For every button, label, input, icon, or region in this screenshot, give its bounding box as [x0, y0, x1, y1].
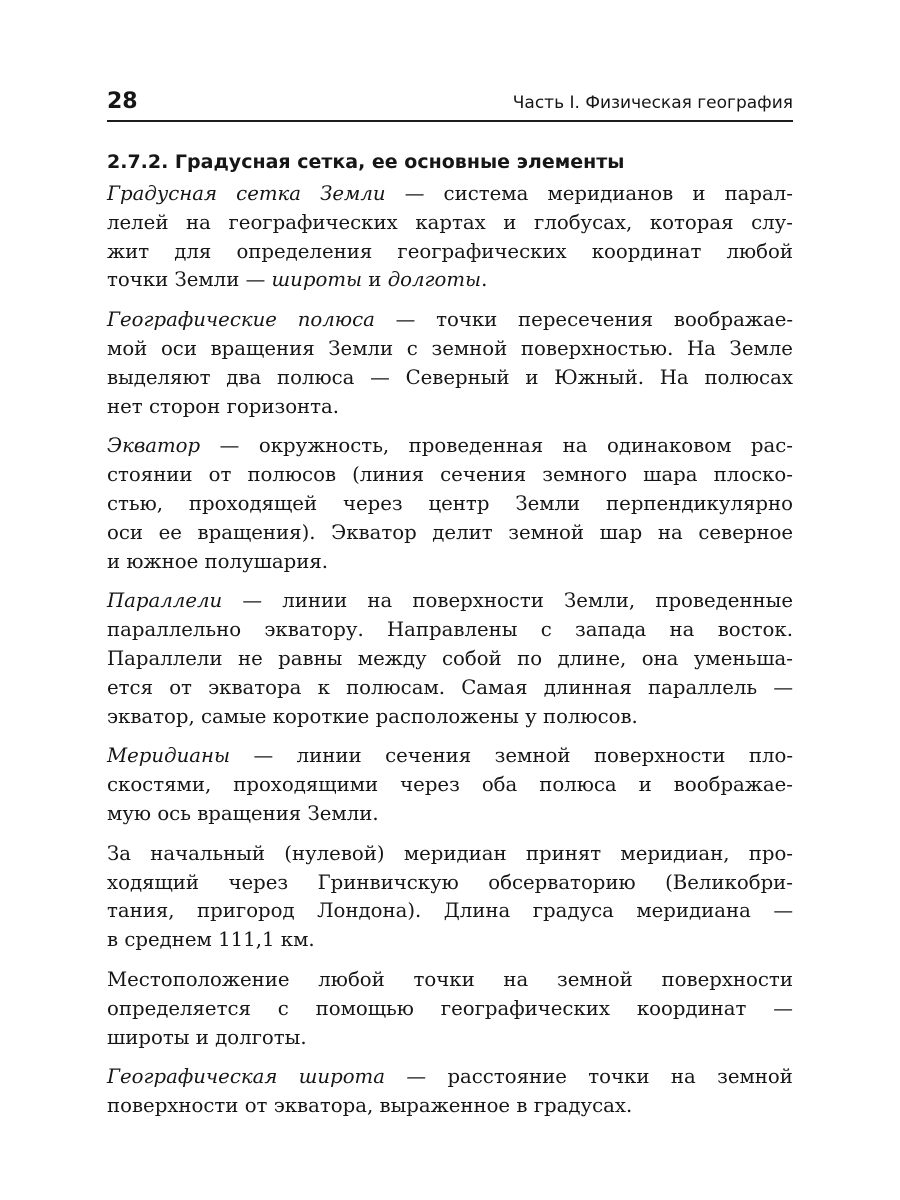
page-number: 28 — [107, 89, 138, 114]
word: вращения). — [197, 520, 316, 544]
word: градусах. — [533, 1094, 633, 1118]
word: южное — [126, 549, 199, 573]
word: широты — [107, 1025, 190, 1049]
word: За — [107, 841, 132, 865]
word: меридиан, — [620, 841, 730, 865]
word: шара — [643, 463, 698, 487]
text-line — [107, 364, 793, 393]
word: от — [169, 675, 192, 699]
text-line — [107, 393, 793, 422]
word: выделяют — [107, 365, 211, 389]
word: Земли — [328, 336, 394, 360]
word: шар — [599, 520, 643, 544]
word: Гринвичскую — [317, 870, 459, 894]
word: меридиана — [636, 899, 751, 923]
text-line — [107, 548, 793, 577]
word: лелей — [107, 210, 169, 234]
word: на — [367, 589, 393, 613]
text-line — [107, 266, 793, 295]
text-line — [107, 335, 793, 364]
word: Направлены — [387, 618, 518, 642]
word: равны — [278, 646, 343, 670]
word: — — [245, 268, 266, 292]
word: она — [641, 646, 679, 670]
word: широта — [298, 1065, 385, 1089]
word: с — [540, 618, 552, 642]
word: длинная — [543, 675, 632, 699]
word: делит — [432, 520, 493, 544]
text-line — [107, 1063, 793, 1092]
word: земной — [508, 520, 585, 544]
word: помощью — [315, 996, 414, 1020]
word: Экватор — [107, 434, 201, 458]
word: на — [669, 618, 695, 642]
word: для — [174, 239, 212, 263]
word: скостями, — [107, 773, 212, 797]
word: полюса — [276, 365, 355, 389]
paragraph — [107, 1063, 793, 1121]
word: рас- — [750, 434, 793, 458]
word: и — [638, 773, 652, 797]
word: — — [773, 899, 793, 923]
word: Местоположение — [107, 967, 290, 991]
word: (Великобри- — [665, 870, 793, 894]
page-header — [107, 88, 793, 122]
word: пло- — [748, 744, 793, 768]
paragraph — [107, 432, 793, 576]
word: Лондона). — [317, 899, 422, 923]
word: поверхностью. — [520, 336, 674, 360]
word: На — [659, 365, 689, 389]
word: Параллели — [107, 646, 223, 670]
word: Параллели — [107, 589, 223, 613]
word: оси — [107, 520, 144, 544]
word: ось — [157, 801, 191, 825]
word: 111,1 — [218, 928, 275, 952]
word: ходящий — [107, 870, 200, 894]
word: и — [503, 210, 517, 234]
word: географических — [440, 996, 610, 1020]
word: — — [773, 996, 793, 1020]
word: экватору. — [264, 618, 364, 642]
word: принят — [525, 841, 602, 865]
word: северное — [698, 520, 793, 544]
text-line — [107, 519, 793, 548]
word: про- — [748, 841, 793, 865]
word: проведенные — [655, 589, 793, 613]
word: жит — [107, 239, 150, 263]
word: картах — [415, 210, 486, 234]
text-line — [107, 674, 793, 703]
text-line — [107, 587, 793, 616]
paragraph — [107, 587, 793, 731]
word: земного — [542, 463, 628, 487]
word: через — [342, 491, 403, 515]
word: — — [406, 1065, 427, 1089]
word: расстояние — [447, 1065, 567, 1089]
word: мой — [107, 336, 148, 360]
paragraph — [107, 840, 793, 955]
word: полюсах — [704, 365, 793, 389]
word: от — [208, 463, 232, 487]
text-line — [107, 645, 793, 674]
word: на — [670, 1065, 696, 1089]
word: обсерваторию — [488, 870, 636, 894]
word: Земли. — [307, 801, 379, 825]
word: вращения — [210, 336, 315, 360]
word: проходящими — [233, 773, 379, 797]
word: и — [195, 1025, 209, 1049]
word: Земли, — [564, 589, 636, 613]
word: уменьша- — [693, 646, 793, 670]
text-line — [107, 966, 793, 995]
word: любой — [726, 239, 793, 263]
word: Земли — [515, 491, 581, 515]
word: через — [400, 773, 460, 797]
word: Экватор — [331, 520, 417, 544]
paragraph — [107, 306, 793, 421]
word: запада — [575, 618, 647, 642]
word: у — [525, 704, 537, 728]
word: Самая — [461, 675, 528, 699]
word: и — [107, 549, 121, 573]
word: длине, — [557, 646, 627, 670]
word: самые — [201, 704, 267, 728]
word: проходящей — [188, 491, 318, 515]
word: определения — [236, 239, 373, 263]
word: земной — [717, 1065, 793, 1089]
word: перпендикулярно — [606, 491, 793, 515]
word: (нулевой) — [284, 841, 385, 865]
text-line — [107, 1024, 793, 1053]
word: в — [516, 1094, 528, 1118]
word: центр — [428, 491, 490, 515]
word: долготы. — [215, 1025, 307, 1049]
word: поверхности — [661, 967, 793, 991]
paragraph — [107, 742, 793, 828]
word: система — [443, 182, 529, 205]
word: через — [228, 870, 289, 894]
word: Длина — [443, 899, 511, 923]
word: проведенная — [408, 434, 544, 458]
paragraph — [107, 180, 793, 295]
text-line — [107, 616, 793, 645]
word: — — [219, 434, 240, 458]
text-line — [107, 432, 793, 461]
text-line — [107, 238, 793, 267]
word: географических — [228, 210, 398, 234]
text-line — [107, 703, 793, 732]
word: собой — [441, 646, 502, 670]
word: между — [357, 646, 427, 670]
word: экватор, — [107, 704, 195, 728]
word: линии — [296, 744, 362, 768]
word: оба — [481, 773, 518, 797]
word: — — [395, 308, 416, 332]
word: горизонта. — [226, 394, 340, 418]
word: Южный. — [554, 365, 644, 389]
word: географических — [397, 239, 567, 263]
word: На — [686, 336, 716, 360]
word: Северный — [405, 365, 510, 389]
word: на — [186, 210, 211, 234]
word: поверхности — [107, 1094, 239, 1118]
text-line — [107, 209, 793, 238]
word: с — [406, 336, 418, 360]
word: глобусах, — [534, 210, 633, 234]
word: парал- — [724, 182, 793, 205]
word: мую — [107, 801, 152, 825]
word: пригород — [197, 899, 295, 923]
text-line — [107, 840, 793, 869]
word: оси — [160, 336, 197, 360]
word: короткие — [272, 704, 370, 728]
word: точки — [107, 268, 169, 292]
word: одинаковом — [607, 434, 732, 458]
word: окружность, — [258, 434, 390, 458]
text-line — [107, 461, 793, 490]
word: земной — [556, 967, 633, 991]
word: — — [404, 182, 425, 205]
text-line — [107, 1092, 793, 1121]
text-line — [107, 897, 793, 926]
word: долготы. — [387, 268, 488, 292]
word: ее — [158, 520, 182, 544]
section-heading: 2.7.2. Градусная сетка, ее основные элементы — [107, 151, 625, 173]
word: параллельно — [107, 618, 242, 642]
word: выраженное — [379, 1094, 511, 1118]
word: точки — [413, 967, 475, 991]
word: координат — [636, 996, 747, 1020]
word: с — [277, 996, 289, 1020]
word: не — [237, 646, 263, 670]
word: воображае- — [673, 308, 793, 332]
word: восток. — [717, 618, 793, 642]
text-line — [107, 306, 793, 335]
word: — — [773, 675, 793, 699]
word: Географические — [107, 308, 277, 332]
word: меридиан — [403, 841, 507, 865]
word: экватора — [208, 675, 302, 699]
word: на — [503, 967, 529, 991]
word: поверхности — [412, 589, 544, 613]
word: сечения — [385, 744, 472, 768]
word: градуса — [532, 899, 614, 923]
page-content — [107, 146, 793, 1132]
word: координат — [591, 239, 702, 263]
word: по — [517, 646, 543, 670]
word: — — [253, 744, 274, 768]
word: два — [226, 365, 262, 389]
word: Земле — [729, 336, 793, 360]
word: параллель — [648, 675, 758, 699]
word: от — [244, 1094, 268, 1118]
word: Земли — [320, 182, 386, 205]
word: определяется — [107, 996, 251, 1020]
word: сечения — [440, 463, 527, 487]
word: в — [107, 928, 119, 952]
word: широты — [271, 268, 363, 292]
text-line — [107, 771, 793, 800]
word: плоско- — [713, 463, 793, 487]
word: к — [317, 675, 330, 699]
word: воображае- — [673, 773, 793, 797]
word: пересечения — [518, 308, 654, 332]
word: и — [368, 268, 382, 292]
text-line — [107, 180, 793, 209]
word: вращения — [197, 801, 302, 825]
word: на — [657, 520, 683, 544]
word: поверхности — [593, 744, 726, 768]
word: расположены — [375, 704, 519, 728]
word: точки — [436, 308, 498, 332]
word: полюсов — [247, 463, 337, 487]
text-line — [107, 995, 793, 1024]
word: нет — [107, 394, 143, 418]
word: начальный — [150, 841, 266, 865]
word: которая — [649, 210, 734, 234]
word: ется — [107, 675, 153, 699]
word: любой — [318, 967, 385, 991]
word: сторон — [148, 394, 221, 418]
word: полюса — [297, 308, 375, 332]
word: земной — [494, 744, 571, 768]
word: (линия — [352, 463, 425, 487]
text-line — [107, 800, 793, 829]
word: полушария. — [204, 549, 329, 573]
word: Меридианы — [107, 744, 230, 768]
word: точки — [588, 1065, 650, 1089]
word: среднем — [124, 928, 212, 952]
word: линии — [282, 589, 348, 613]
word: на — [562, 434, 588, 458]
word: слу- — [751, 210, 793, 234]
text-line — [107, 490, 793, 519]
word: Градусная — [107, 182, 218, 205]
word: тания, — [107, 899, 175, 923]
text-line — [107, 742, 793, 771]
paragraph — [107, 966, 793, 1052]
word: Географическая — [107, 1065, 278, 1089]
word: — — [370, 365, 390, 389]
word: полюсам. — [346, 675, 446, 699]
word: полюса — [539, 773, 617, 797]
word: земной — [431, 336, 508, 360]
word: экватора, — [273, 1094, 374, 1118]
word: сетка — [236, 182, 302, 205]
word: стью, — [107, 491, 164, 515]
word: меридианов — [547, 182, 674, 205]
word: — — [242, 589, 263, 613]
text-line — [107, 926, 793, 955]
running-title: Часть I. Физическая география — [512, 93, 793, 113]
paragraphs — [107, 180, 793, 1121]
word: полюсов. — [542, 704, 638, 728]
word: стоянии — [107, 463, 193, 487]
word: и — [692, 182, 706, 205]
text-line — [107, 869, 793, 898]
word: и — [525, 365, 539, 389]
word: км. — [280, 928, 315, 952]
word: Земли — [174, 268, 240, 292]
